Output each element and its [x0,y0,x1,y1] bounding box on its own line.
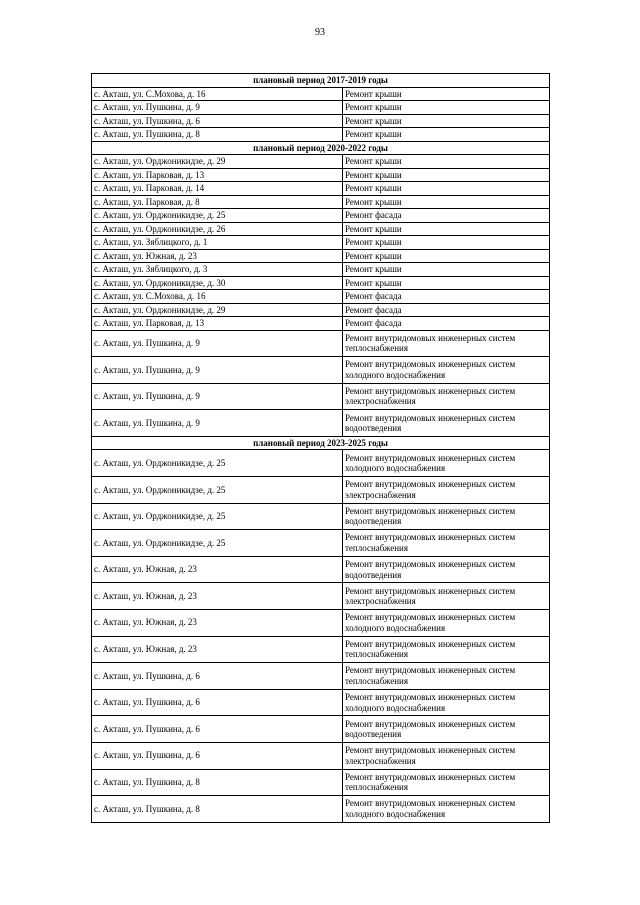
work-type-cell: Ремонт внутридомовых инженерных систем электроснабжения [343,742,550,769]
work-type-cell: Ремонт внутридомовых инженерных систем теплоснабжения [343,636,550,663]
work-type-cell: Ремонт внутридомовых инженерных систем водоотведения [343,503,550,530]
address-cell: с. Акташ, ул. Парковая, д. 13 [92,168,343,182]
table-row [92,609,550,636]
work-type-cell: Ремонт внутридомовых инженерных систем холодного водоснабжения [343,357,550,384]
table-row [92,689,550,716]
table-row [92,303,550,317]
schedule-body [92,74,550,823]
table-row [92,276,550,290]
address-cell: с. Акташ, ул. Парковая, д. 13 [92,317,343,331]
table-row [92,249,550,263]
page-number: 93 [315,27,325,38]
address-cell: с. Акташ, ул. Пушкина, д. 9 [92,330,343,357]
table-row [92,317,550,331]
period-header-row [92,74,550,88]
address-cell: с. Акташ, ул. Пушкина, д. 6 [92,689,343,716]
work-type-cell: Ремонт внутридомовых инженерных систем холодного водоснабжения [343,450,550,477]
table-row [92,128,550,142]
table-row [92,530,550,557]
table-row [92,476,550,503]
address-cell: с. Акташ, ул. С.Мохова, д. 16 [92,87,343,101]
work-type-cell: Ремонт внутридомовых инженерных систем теплоснабжения [343,663,550,690]
work-type-cell: Ремонт крыши [343,101,550,115]
address-cell: с. Акташ, ул. Пушкина, д. 6 [92,663,343,690]
repair-schedule-table [91,73,550,823]
address-cell: с. Акташ, ул. Орджоникидзе, д. 25 [92,476,343,503]
work-type-cell: Ремонт крыши [343,114,550,128]
table-row [92,195,550,209]
period-title: плановый период 2023-2025 годы [92,436,550,450]
work-type-cell: Ремонт крыши [343,222,550,236]
table-row [92,583,550,610]
table-row [92,410,550,437]
work-type-cell: Ремонт крыши [343,263,550,277]
table-row [92,182,550,196]
table-row [92,222,550,236]
work-type-cell: Ремонт внутридомовых инженерных систем холодного водоснабжения [343,689,550,716]
table-row [92,263,550,277]
work-type-cell: Ремонт крыши [343,236,550,250]
address-cell: с. Акташ, ул. Пушкина, д. 9 [92,101,343,115]
address-cell: с. Акташ, ул. Орджоникидзе, д. 26 [92,222,343,236]
work-type-cell: Ремонт внутридомовых инженерных систем холодного водоснабжения [343,796,550,823]
table-row [92,87,550,101]
period-header-row [92,436,550,450]
table-row [92,636,550,663]
table-row [92,742,550,769]
address-cell: с. Акташ, ул. Орджоникидзе, д. 25 [92,530,343,557]
table-row [92,383,550,410]
address-cell: с. Акташ, ул. Орджоникидзе, д. 30 [92,276,343,290]
table-row [92,101,550,115]
address-cell: с. Акташ, ул. Парковая, д. 8 [92,195,343,209]
work-type-cell: Ремонт крыши [343,182,550,196]
work-type-cell: Ремонт внутридомовых инженерных систем водоотведения [343,556,550,583]
table-row [92,796,550,823]
table-row [92,450,550,477]
table-row [92,155,550,169]
address-cell: с. Акташ, ул. Пушкина, д. 6 [92,114,343,128]
address-cell: с. Акташ, ул. Орджоникидзе, д. 25 [92,503,343,530]
work-type-cell: Ремонт крыши [343,249,550,263]
table-row [92,556,550,583]
table-row [92,503,550,530]
address-cell: с. Акташ, ул. Южная, д. 23 [92,636,343,663]
work-type-cell: Ремонт внутридомовых инженерных систем электроснабжения [343,383,550,410]
work-type-cell: Ремонт фасада [343,303,550,317]
work-type-cell: Ремонт внутридомовых инженерных систем водоотведения [343,410,550,437]
address-cell: с. Акташ, ул. Зяблицкого, д. 1 [92,236,343,250]
address-cell: с. Акташ, ул. Пушкина, д. 6 [92,716,343,743]
work-type-cell: Ремонт фасада [343,317,550,331]
work-type-cell: Ремонт фасада [343,290,550,304]
address-cell: с. Акташ, ул. Южная, д. 23 [92,249,343,263]
address-cell: с. Акташ, ул. Южная, д. 23 [92,556,343,583]
table-row [92,357,550,384]
table-row [92,663,550,690]
address-cell: с. Акташ, ул. Южная, д. 23 [92,609,343,636]
period-title: плановый период 2017-2019 годы [92,74,550,88]
table-row [92,330,550,357]
work-type-cell: Ремонт крыши [343,155,550,169]
work-type-cell: Ремонт фасада [343,209,550,223]
work-type-cell: Ремонт внутридомовых инженерных систем электроснабжения [343,583,550,610]
work-type-cell: Ремонт крыши [343,168,550,182]
work-type-cell: Ремонт внутридомовых инженерных систем теплоснабжения [343,530,550,557]
address-cell: с. Акташ, ул. Пушкина, д. 8 [92,796,343,823]
address-cell: с. Акташ, ул. С.Мохова, д. 16 [92,290,343,304]
table-row [92,168,550,182]
work-type-cell: Ремонт внутридомовых инженерных систем водоотведения [343,716,550,743]
address-cell: с. Акташ, ул. Пушкина, д. 8 [92,128,343,142]
table-row [92,290,550,304]
address-cell: с. Акташ, ул. Орджоникидзе, д. 25 [92,209,343,223]
address-cell: с. Акташ, ул. Орджоникидзе, д. 29 [92,303,343,317]
period-title: плановый период 2020-2022 годы [92,141,550,155]
address-cell: с. Акташ, ул. Парковая, д. 14 [92,182,343,196]
address-cell: с. Акташ, ул. Южная, д. 23 [92,583,343,610]
address-cell: с. Акташ, ул. Пушкина, д. 6 [92,742,343,769]
work-type-cell: Ремонт внутридомовых инженерных систем теплоснабжения [343,330,550,357]
address-cell: с. Акташ, ул. Орджоникидзе, д. 29 [92,155,343,169]
address-cell: с. Акташ, ул. Пушкина, д. 9 [92,410,343,437]
table-row [92,209,550,223]
table-row [92,716,550,743]
address-cell: с. Акташ, ул. Орджоникидзе, д. 25 [92,450,343,477]
work-type-cell: Ремонт внутридомовых инженерных систем холодного водоснабжения [343,609,550,636]
table-row [92,114,550,128]
address-cell: с. Акташ, ул. Зяблицкого, д. 3 [92,263,343,277]
address-cell: с. Акташ, ул. Пушкина, д. 9 [92,383,343,410]
work-type-cell: Ремонт крыши [343,87,550,101]
table-row [92,769,550,796]
work-type-cell: Ремонт крыши [343,276,550,290]
table-row [92,236,550,250]
work-type-cell: Ремонт внутридомовых инженерных систем электроснабжения [343,476,550,503]
period-header-row [92,141,550,155]
work-type-cell: Ремонт крыши [343,128,550,142]
work-type-cell: Ремонт внутридомовых инженерных систем теплоснабжения [343,769,550,796]
work-type-cell: Ремонт крыши [343,195,550,209]
address-cell: с. Акташ, ул. Пушкина, д. 9 [92,357,343,384]
address-cell: с. Акташ, ул. Пушкина, д. 8 [92,769,343,796]
